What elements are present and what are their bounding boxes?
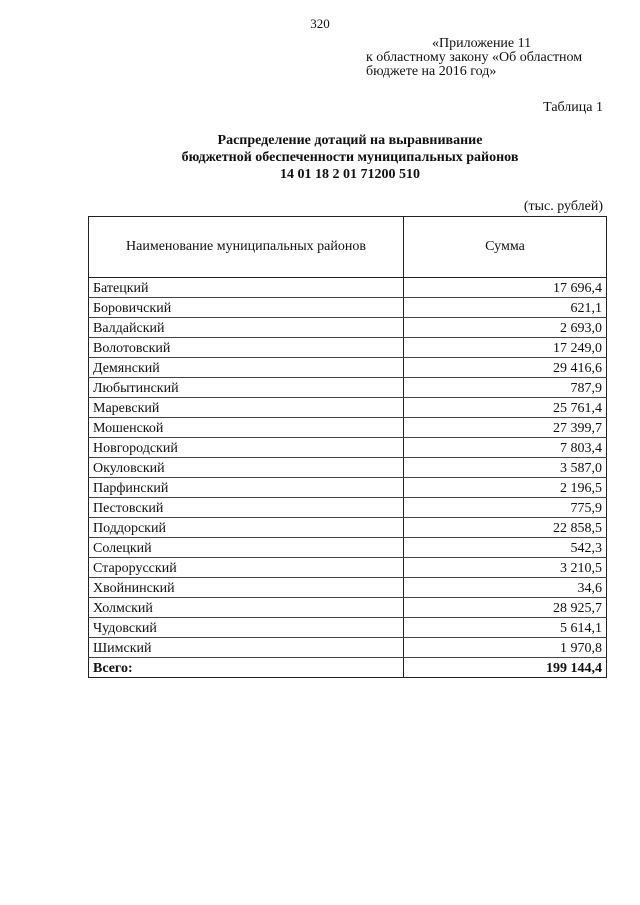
district-name: Чудовский: [89, 618, 404, 638]
title-line: Распределение дотаций на выравнивание: [217, 133, 483, 148]
district-amount: 2 693,0: [404, 318, 607, 338]
table-row: [89, 398, 607, 418]
total-row: [89, 658, 607, 678]
table-body: [89, 278, 607, 678]
district-amount: 787,9: [404, 378, 607, 398]
district-name: Батецкий: [89, 278, 404, 298]
table-row: [89, 538, 607, 558]
table-row: [89, 598, 607, 618]
district-amount: 17 696,4: [404, 278, 607, 298]
district-name: Шимский: [89, 638, 404, 658]
table-row: [89, 298, 607, 318]
table-row: [89, 638, 607, 658]
appendix-line: бюджете на 2016 год»: [366, 64, 497, 79]
district-name: Любытинский: [89, 378, 404, 398]
district-amount: 621,1: [404, 298, 607, 318]
district-amount: 17 249,0: [404, 338, 607, 358]
total-label: Всего:: [89, 658, 404, 678]
district-amount: 3 210,5: [404, 558, 607, 578]
table-row: [89, 318, 607, 338]
district-amount: 775,9: [404, 498, 607, 518]
district-name: Валдайский: [89, 318, 404, 338]
table-row: [89, 358, 607, 378]
title-line: 14 01 18 2 01 71200 510: [280, 167, 420, 182]
district-amount: 1 970,8: [404, 638, 607, 658]
district-name: Старорусский: [89, 558, 404, 578]
table-row: [89, 378, 607, 398]
table-row: [89, 518, 607, 538]
district-amount: 3 587,0: [404, 458, 607, 478]
appendix-line: «Приложение 11: [432, 36, 532, 51]
district-name: Парфинский: [89, 478, 404, 498]
table-row: [89, 578, 607, 598]
district-amount: 28 925,7: [404, 598, 607, 618]
district-amount: 7 803,4: [404, 438, 607, 458]
district-name: Новгородский: [89, 438, 404, 458]
total-amount: 199 144,4: [404, 658, 607, 678]
district-name: Хвойнинский: [89, 578, 404, 598]
district-name: Поддорский: [89, 518, 404, 538]
table-row: [89, 458, 607, 478]
table-row: [89, 278, 607, 298]
subsidies-table: [88, 216, 607, 678]
table-row: [89, 618, 607, 638]
table-row: [89, 418, 607, 438]
district-amount: 22 858,5: [404, 518, 607, 538]
table-row: [89, 338, 607, 358]
district-name: Демянский: [89, 358, 404, 378]
district-amount: 34,6: [404, 578, 607, 598]
document-title: [0, 132, 640, 183]
district-name: Маревский: [89, 398, 404, 418]
district-amount: 542,3: [404, 538, 607, 558]
appendix-line: к областному закону «Об областном: [366, 50, 583, 65]
table-row: [89, 438, 607, 458]
header-district-name: Наименование муниципальных районов: [89, 217, 404, 278]
district-amount: 27 399,7: [404, 418, 607, 438]
district-amount: 29 416,6: [404, 358, 607, 378]
appendix-note: [366, 37, 616, 79]
district-amount: 5 614,1: [404, 618, 607, 638]
units-label: (тыс. рублей): [523, 199, 603, 214]
district-name: Холмский: [89, 598, 404, 618]
table-row: [89, 558, 607, 578]
title-line: бюджетной обеспеченности муниципальных районов: [181, 150, 519, 165]
district-name: Пестовский: [89, 498, 404, 518]
table-header-row: [89, 217, 607, 278]
table-row: [89, 498, 607, 518]
table-number: Таблица 1: [543, 100, 603, 115]
header-amount: Сумма: [404, 217, 607, 278]
district-name: Волотовский: [89, 338, 404, 358]
district-name: Боровичский: [89, 298, 404, 318]
district-name: Окуловский: [89, 458, 404, 478]
district-name: Солецкий: [89, 538, 404, 558]
district-amount: 25 761,4: [404, 398, 607, 418]
page-number: 320: [310, 16, 330, 31]
table-row: [89, 478, 607, 498]
district-amount: 2 196,5: [404, 478, 607, 498]
district-name: Мошенской: [89, 418, 404, 438]
